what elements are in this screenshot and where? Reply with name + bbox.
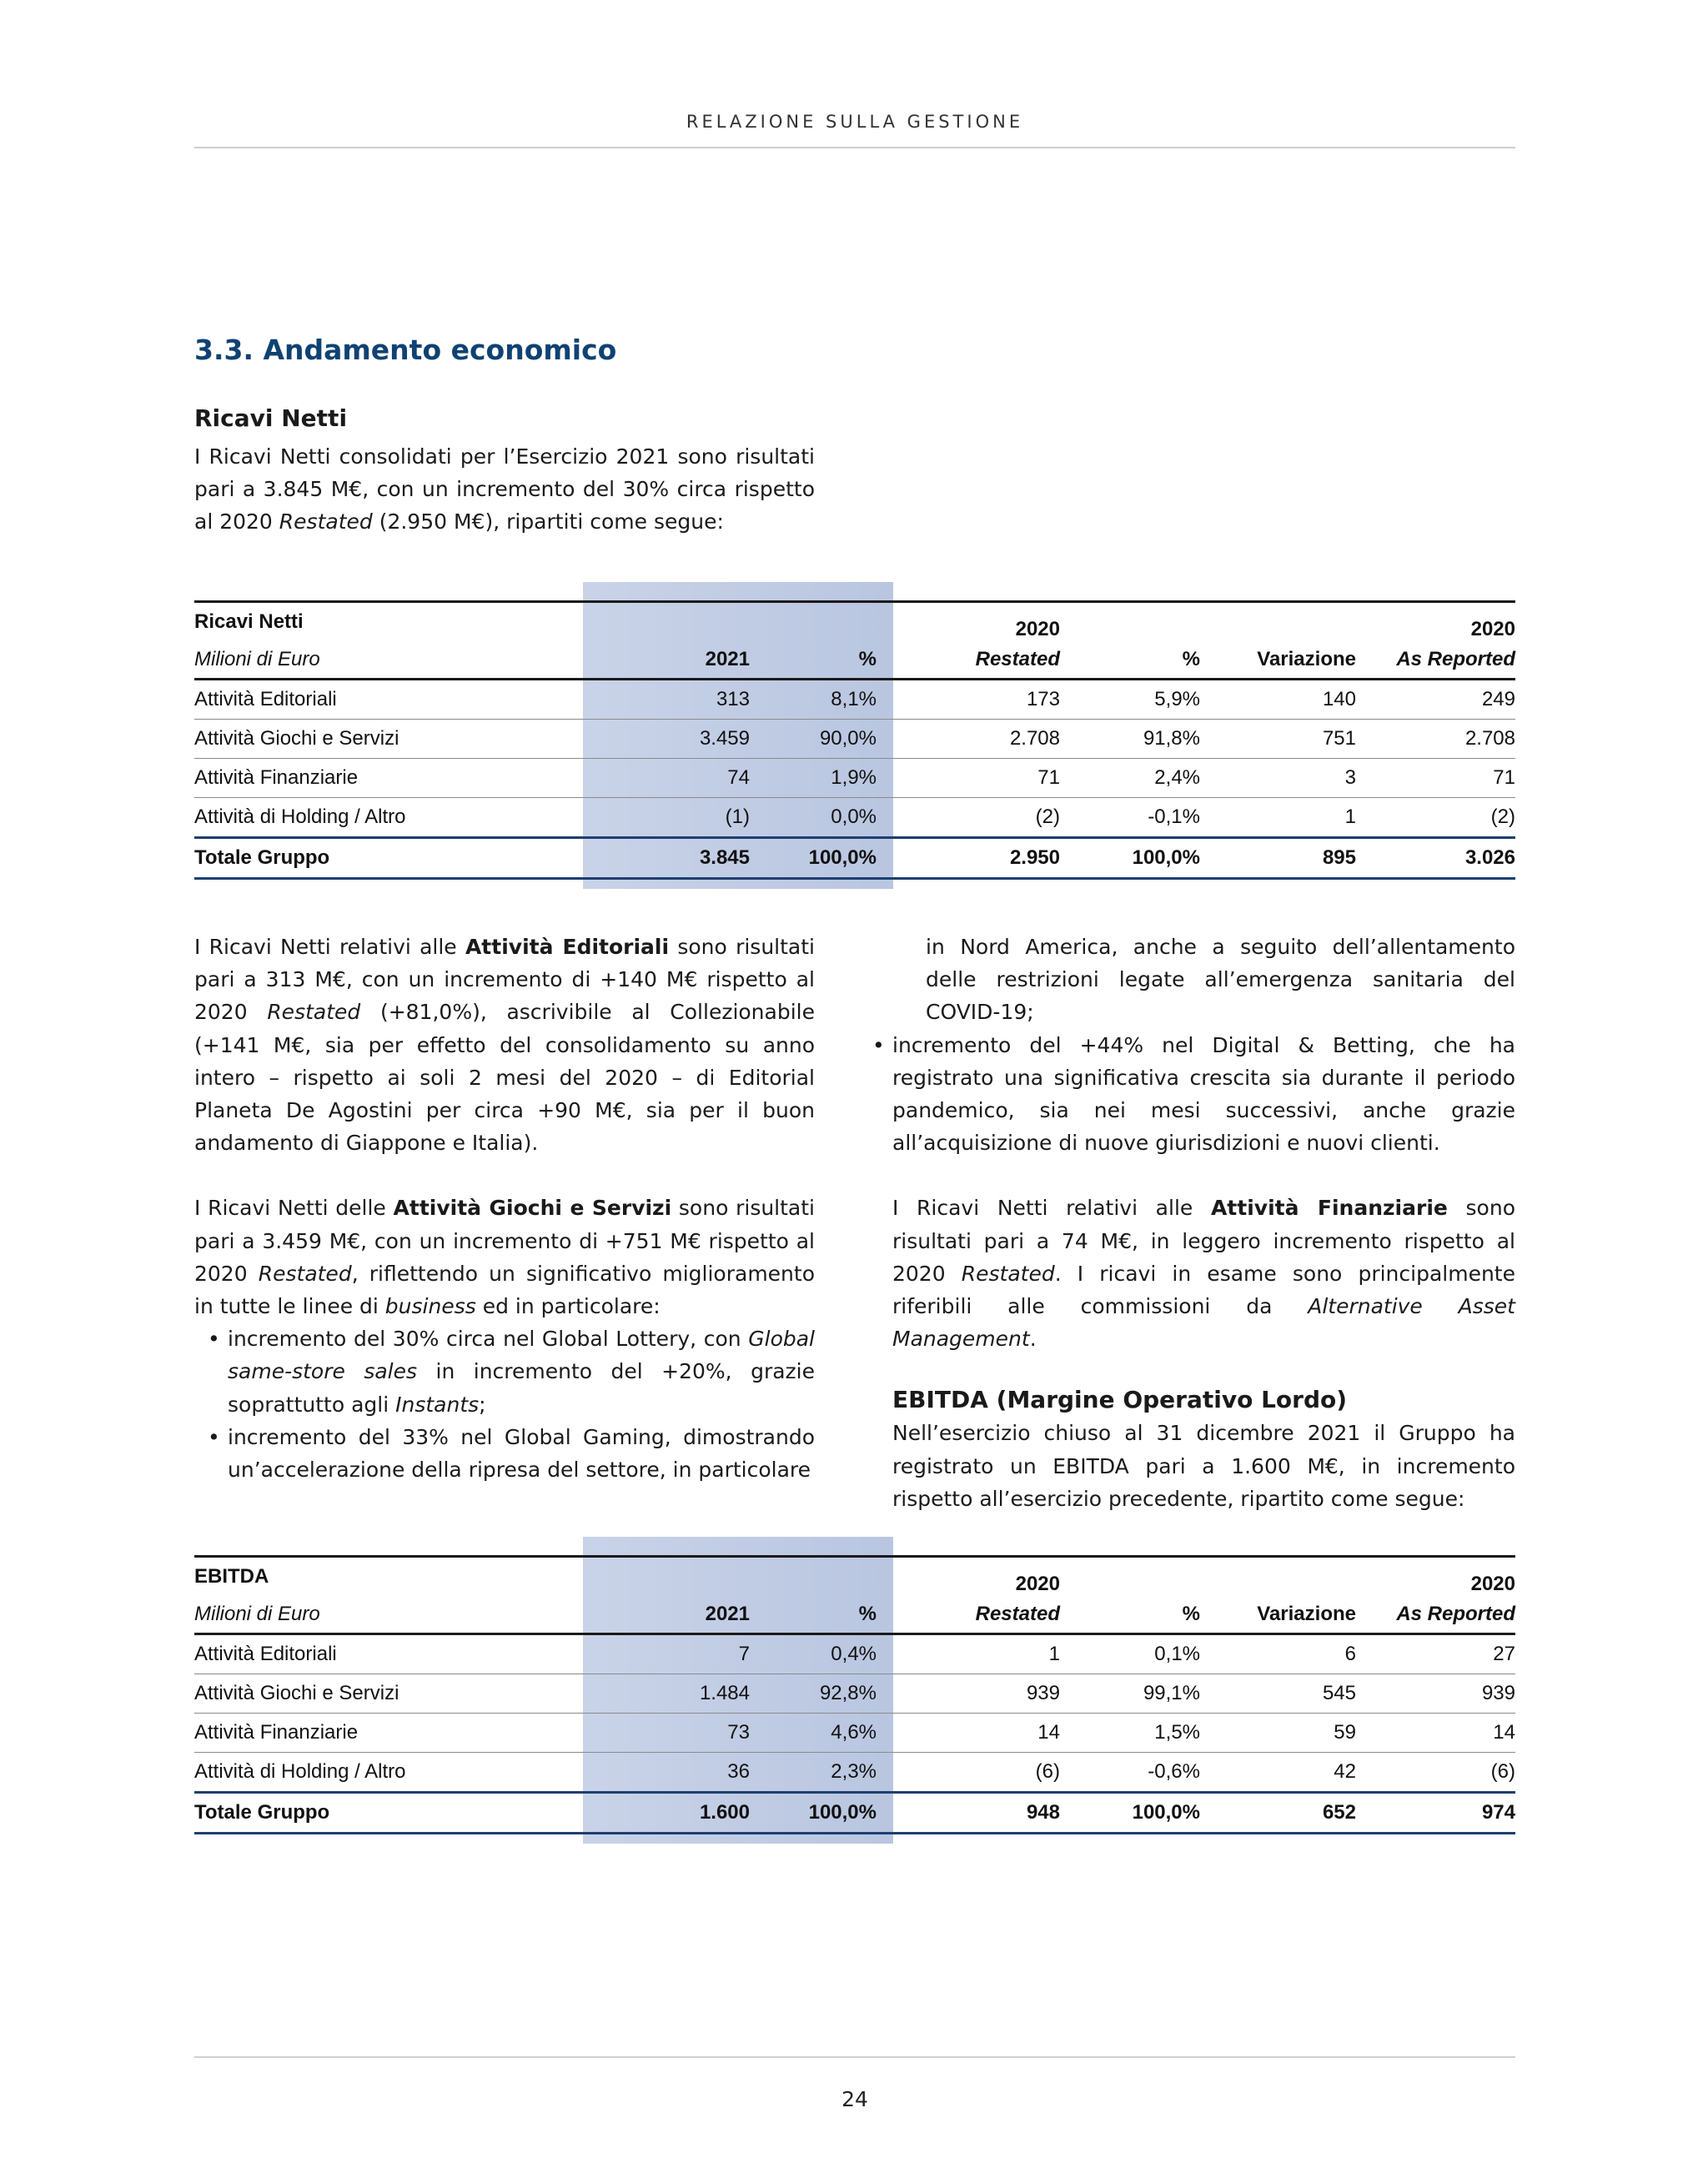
ebitda-cell-var: 42 (1200, 1753, 1356, 1793)
ebitda-total-v2020r: 948 (893, 1793, 1060, 1834)
ricavi-cell-v2020r: 2.708 (893, 720, 1060, 759)
ricavi-intro-paragraph: I Ricavi Netti consolidati per l’Esercizio 2021 sono risultati pari a 3.845 M€, con un incremento del 30% circa rispetto al 2020 Restated (2.950 M€), ripartiti come segue: (194, 444, 815, 534)
ebitda-cell-v2020r: 939 (893, 1674, 1060, 1714)
ricavi-unit-label: Milioni di Euro (194, 641, 583, 680)
ricavi-col-reported-year: 2020 (1356, 602, 1515, 642)
ebitda-cell-p2021: 92,8% (750, 1674, 893, 1714)
ebitda-total-v2020a: 974 (1356, 1793, 1515, 1834)
ebitda-cell-v2021: 1.484 (583, 1674, 750, 1714)
ebitda-total-label: Totale Gruppo (194, 1793, 583, 1834)
ebitda-row-label: Attività di Holding / Altro (194, 1753, 583, 1793)
ebitda-cell-p2021: 2,3% (750, 1753, 893, 1793)
ebitda-unit-label: Milioni di Euro (194, 1596, 583, 1634)
ricavi-col-pct2: % (1060, 641, 1200, 680)
ricavi-cell-v2021: (1) (583, 798, 750, 838)
ricavi-cell-v2021: 3.459 (583, 720, 750, 759)
ricavi-row-label: Attività di Holding / Altro (194, 798, 583, 838)
ricavi-cell-var: 140 (1200, 680, 1356, 720)
ricavi-cell-v2020r: 71 (893, 759, 1060, 798)
ebitda-row-label: Attività Editoriali (194, 1634, 583, 1674)
ebitda-cell-v2021: 73 (583, 1714, 750, 1753)
ebitda-row-label: Attività Giochi e Servizi (194, 1674, 583, 1714)
ebitda-col-restated: Restated (893, 1596, 1060, 1634)
ricavi-row-label: Attività Editoriali (194, 680, 583, 720)
ebitda-cell-v2020r: 1 (893, 1634, 1060, 1674)
ricavi-row-label: Attività Finanziarie (194, 759, 583, 798)
ricavi-cell-v2020r: 173 (893, 680, 1060, 720)
ebitda-cell-var: 6 (1200, 1634, 1356, 1674)
ebitda-col-pct2: % (1060, 1596, 1200, 1634)
ebitda-table-row (194, 1674, 1515, 1714)
bullet-global-gaming: • incremento del 33% nel Global Gaming, dimostrando un’accelerazione della ripresa del settore, in particolare (194, 1421, 815, 1486)
ricavi-cell-v2021: 313 (583, 680, 750, 720)
ricavi-cell-var: 3 (1200, 759, 1356, 798)
ebitda-cell-v2020r: (6) (893, 1753, 1060, 1793)
ricavi-table-row (194, 759, 1515, 798)
ricavi-cell-p2021: 0,0% (750, 798, 893, 838)
ebitda-col-2021: 2021 (583, 1596, 750, 1634)
ricavi-cell-p2020: 2,4% (1060, 759, 1200, 798)
ebitda-col-reported: As Reported (1356, 1596, 1515, 1634)
ricavi-row-label: Attività Giochi e Servizi (194, 720, 583, 759)
ebitda-cell-var: 59 (1200, 1714, 1356, 1753)
section-title: 3.3. Andamento economico (194, 334, 617, 366)
ebitda-cell-p2020: 99,1% (1060, 1674, 1200, 1714)
ricavi-total-p2021: 100,0% (750, 838, 893, 879)
footer-divider (194, 2056, 1515, 2058)
ricavi-col-2021: 2021 (583, 641, 750, 680)
ricavi-table-row (194, 720, 1515, 759)
ricavi-cell-var: 751 (1200, 720, 1356, 759)
right-column (892, 931, 1515, 1515)
bullet-global-lottery: • incremento del 30% circa nel Global Lottery, con Global same-store sales in incremento del +20%, grazie soprattutto agli Instants; (194, 1322, 815, 1421)
ebitda-cell-p2020: -0,6% (1060, 1753, 1200, 1793)
ebitda-cell-v2020a: 27 (1356, 1634, 1515, 1674)
ebitda-heading: EBITDA (Margine Operativo Lordo) (892, 1386, 1348, 1414)
ebitda-table-row (194, 1634, 1515, 1674)
ricavi-cell-p2021: 1,9% (750, 759, 893, 798)
ebitda-total-var: 652 (1200, 1793, 1356, 1834)
bullet-digital-betting: • incremento del +44% nel Digital & Betting, che ha registrato una significativa crescita sia durante il periodo pandemico, sia nei mesi successivi, anche grazie all’acquisizione di nuove giurisdizioni e nuovi clienti. (859, 1029, 1515, 1160)
running-header: RELAZIONE SULLA GESTIONE (686, 112, 1024, 132)
ricavi-cell-v2020a: 249 (1356, 680, 1515, 720)
ricavi-cell-p2020: 91,8% (1060, 720, 1200, 759)
ricavi-cell-p2020: 5,9% (1060, 680, 1200, 720)
ebitda-cell-v2021: 7 (583, 1634, 750, 1674)
ebitda-total-row (194, 1793, 1515, 1834)
ricavi-table-row (194, 798, 1515, 838)
header-divider (194, 147, 1515, 148)
ebitda-table-row (194, 1753, 1515, 1793)
page-number: 24 (841, 2087, 868, 2111)
ebitda-cell-v2020r: 14 (893, 1714, 1060, 1753)
ebitda-col-reported-year: 2020 (1356, 1557, 1515, 1597)
ebitda-cell-p2020: 1,5% (1060, 1714, 1200, 1753)
ricavi-total-v2021: 3.845 (583, 838, 750, 879)
digital-bullet-list (859, 1029, 1515, 1160)
giochi-paragraph: I Ricavi Netti delle Attività Giochi e Servizi sono risultati pari a 3.459 M€, con un incremento di +751 M€ rispetto al 2020 Restated, riflettendo un significativo miglioramento in tutte le linee di business ed in particolare: (194, 1196, 816, 1319)
ebitda-col-pct: % (750, 1596, 893, 1634)
ebitda-row-label: Attività Finanziarie (194, 1714, 583, 1753)
ricavi-cell-v2020a: 71 (1356, 759, 1515, 798)
ricavi-table-title: Ricavi Netti (194, 602, 583, 642)
ebitda-cell-v2020a: 14 (1356, 1714, 1515, 1753)
ricavi-table-row (194, 680, 1515, 720)
ebitda-col-variazione: Variazione (1200, 1596, 1356, 1634)
ricavi-total-row (194, 838, 1515, 879)
ricavi-col-restated: Restated (893, 641, 1060, 680)
ebitda-cell-p2021: 0,4% (750, 1634, 893, 1674)
ricavi-cell-p2021: 90,0% (750, 720, 893, 759)
ricavi-cell-p2020: -0,1% (1060, 798, 1200, 838)
ricavi-cell-v2020a: (2) (1356, 798, 1515, 838)
ebitda-cell-v2020a: 939 (1356, 1674, 1515, 1714)
ebitda-total-p2021: 100,0% (750, 1793, 893, 1834)
ebitda-table (194, 1537, 1515, 1834)
ebitda-cell-p2020: 0,1% (1060, 1634, 1200, 1674)
ebitda-cell-v2021: 36 (583, 1753, 750, 1793)
ricavi-col-restated-year: 2020 (893, 602, 1060, 642)
finanziarie-paragraph: I Ricavi Netti relativi alle Attività Finanziarie sono risultati pari a 74 M€, in leggero incremento rispetto al 2020 Restated. I ricavi in esame sono principalmente riferibili alle commissioni da Alternative Asset Management. (892, 1196, 1515, 1352)
ebitda-col-restated-year: 2020 (893, 1557, 1060, 1597)
ebitda-cell-p2021: 4,6% (750, 1714, 893, 1753)
ebitda-cell-v2020a: (6) (1356, 1753, 1515, 1793)
ricavi-total-v2020r: 2.950 (893, 838, 1060, 879)
ricavi-total-var: 895 (1200, 838, 1356, 879)
ricavi-col-reported: As Reported (1356, 641, 1515, 680)
ricavi-cell-v2020a: 2.708 (1356, 720, 1515, 759)
ricavi-total-v2020a: 3.026 (1356, 838, 1515, 879)
ricavi-cell-var: 1 (1200, 798, 1356, 838)
ebitda-total-p2020: 100,0% (1060, 1793, 1200, 1834)
ricavi-cell-v2020r: (2) (893, 798, 1060, 838)
editoriali-paragraph: I Ricavi Netti relativi alle Attività Editoriali sono risultati pari a 313 M€, con un incremento di +140 M€ rispetto al 2020 Restated (+81,0%), ascrivibile al Collezionabile (+141 M€, sia per effetto del consolidamento su anno intero – rispetto ai soli 2 mesi del 2020 – di Editorial Planeta De Agostini per circa +90 M€, sia per il buon andamento di Giappone e Italia). (194, 935, 815, 1156)
ricavi-total-label: Totale Gruppo (194, 838, 583, 879)
ricavi-col-pct: % (750, 641, 893, 680)
ebitda-cell-var: 545 (1200, 1674, 1356, 1714)
ricavi-total-p2020: 100,0% (1060, 838, 1200, 879)
ebitda-table-row (194, 1714, 1515, 1753)
ricavi-col-variazione: Variazione (1200, 641, 1356, 680)
ricavi-heading: Ricavi Netti (194, 404, 348, 432)
ricavi-intro-block (194, 402, 815, 539)
gaming-continuation: in Nord America, anche a seguito dell’allentamento delle restrizioni legate all’emergenza sanitaria del COVID-19; (926, 935, 1515, 1025)
ricavi-cell-p2021: 8,1% (750, 680, 893, 720)
ebitda-paragraph: Nell’esercizio chiuso al 31 dicembre 2021 il Gruppo ha registrato un EBITDA pari a 1.600 M€, in incremento rispetto all’esercizio precedente, ripartito come segue: (892, 1421, 1515, 1511)
ebitda-total-v2021: 1.600 (583, 1793, 750, 1834)
ricavi-table (194, 582, 1515, 880)
left-column (194, 931, 815, 1486)
giochi-bullet-list (194, 1322, 815, 1486)
ricavi-cell-v2021: 74 (583, 759, 750, 798)
ebitda-table-title: EBITDA (194, 1557, 583, 1597)
